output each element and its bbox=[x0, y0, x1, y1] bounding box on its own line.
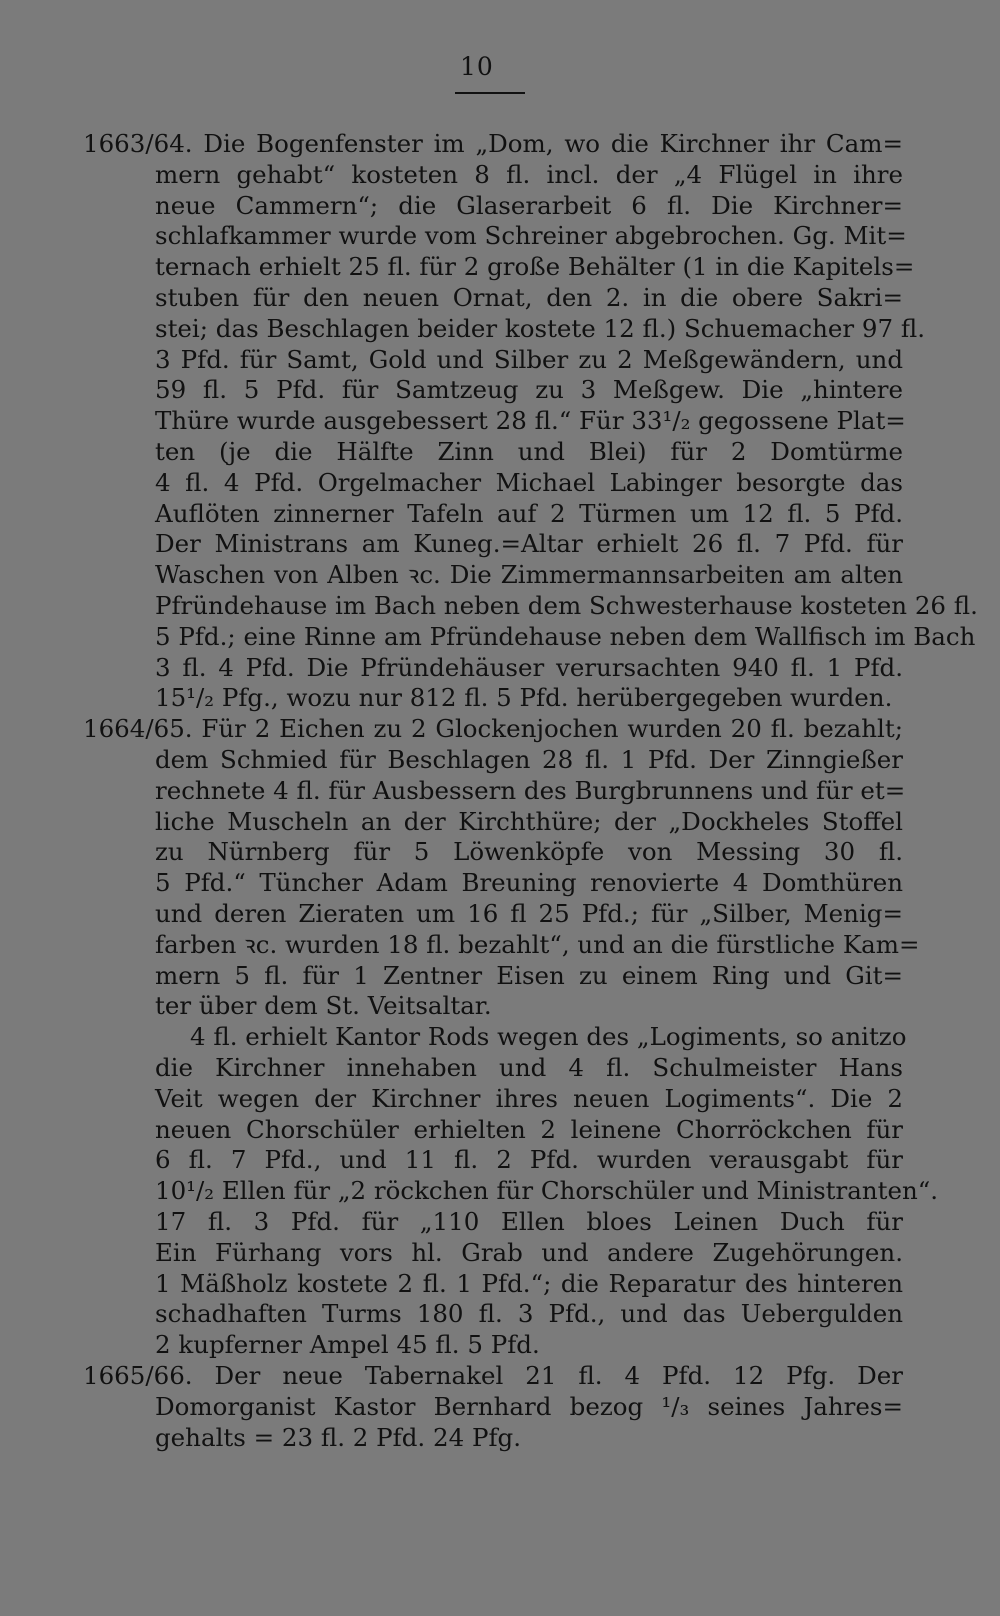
text-line: 1665/66. Der neue Tabernakel 21 fl. 4 Pfd. 12 Pfg. Der bbox=[83, 1361, 903, 1390]
text-line: 15¹/₂ Pfg., wozu nur 812 fl. 5 Pfd. herübergegeben wurden. bbox=[155, 683, 893, 712]
text-line: und deren Zieraten um 16 fl 25 Pfd.; für „Silber, Menig= bbox=[155, 899, 903, 928]
text-line: ten (je die Hälfte Zinn und Blei) für 2 Domtürme bbox=[155, 437, 903, 466]
page-number: 10 bbox=[460, 52, 494, 81]
text-line: stei; das Beschlagen beider kostete 12 fl.) Schuemacher 97 fl. bbox=[155, 314, 925, 343]
text-line: ternach erhielt 25 fl. für 2 große Behälter (1 in die Kapitels= bbox=[155, 252, 915, 281]
text-line: Veit wegen der Kirchner ihres neuen Logiments“. Die 2 bbox=[155, 1084, 903, 1113]
text-line: 6 fl. 7 Pfd., und 11 fl. 2 Pfd. wurden verausgabt für bbox=[155, 1145, 903, 1174]
text-line: schlafkammer wurde vom Schreiner abgebrochen. Gg. Mit= bbox=[155, 221, 907, 250]
text-line: 4 fl. erhielt Kantor Rods wegen des „Logiments, so anitzo bbox=[190, 1022, 907, 1051]
text-line: rechnete 4 fl. für Ausbessern des Burgbrunnens und für et= bbox=[155, 776, 906, 805]
text-line: zu Nürnberg für 5 Löwenköpfe von Messing 30 fl. bbox=[155, 837, 903, 866]
text-line: 17 fl. 3 Pfd. für „110 Ellen bloes Leinen Duch für bbox=[155, 1207, 903, 1236]
text-line: 5 Pfd.“ Tüncher Adam Breuning renovierte 4 Domthüren bbox=[155, 868, 903, 897]
text-line: 59 fl. 5 Pfd. für Samtzeug zu 3 Meßgew. Die „hintere bbox=[155, 375, 903, 404]
text-line: liche Muscheln an der Kirchthüre; der „Dockheles Stoffel bbox=[155, 807, 903, 836]
text-line: 2 kupferner Ampel 45 fl. 5 Pfd. bbox=[155, 1330, 540, 1359]
text-line: die Kirchner innehaben und 4 fl. Schulmeister Hans bbox=[155, 1053, 903, 1082]
text-line: Ein Fürhang vors hl. Grab und andere Zugehörungen. bbox=[155, 1238, 903, 1267]
text-line: 3 fl. 4 Pfd. Die Pfründehäuser verursachten 940 fl. 1 Pfd. bbox=[155, 653, 903, 682]
text-line: schadhaften Turms 180 fl. 3 Pfd., und das Uebergulden bbox=[155, 1299, 903, 1328]
text-line: mern gehabt“ kosteten 8 fl. incl. der „4 Flügel in ihre bbox=[155, 160, 903, 189]
text-line: 1664/65. Für 2 Eichen zu 2 Glockenjochen wurden 20 fl. bezahlt; bbox=[83, 714, 903, 743]
text-line: Domorganist Kastor Bernhard bezog ¹/₃ seines Jahres= bbox=[155, 1392, 903, 1421]
text-line: 1663/64. Die Bogenfenster im „Dom, wo die Kirchner ihr Cam= bbox=[83, 129, 903, 158]
text-line: 10¹/₂ Ellen für „2 röckchen für Chorschüler und Ministranten“. bbox=[155, 1176, 939, 1205]
text-line: gehalts = 23 fl. 2 Pfd. 24 Pfg. bbox=[155, 1423, 521, 1452]
text-line: neue Cammern“; die Glaserarbeit 6 fl. Die Kirchner= bbox=[155, 191, 903, 220]
text-line: 3 Pfd. für Samt, Gold und Silber zu 2 Meßgewändern, und bbox=[155, 345, 903, 374]
text-line: mern 5 fl. für 1 Zentner Eisen zu einem Ring und Git= bbox=[155, 961, 903, 990]
text-line: Waschen von Alben ꝛc. Die Zimmermannsarbeiten am alten bbox=[155, 560, 903, 589]
text-line: stuben für den neuen Ornat, den 2. in die obere Sakri= bbox=[155, 283, 903, 312]
text-line: 4 fl. 4 Pfd. Orgelmacher Michael Labinger besorgte das bbox=[155, 468, 903, 497]
text-line: ter über dem St. Veitsaltar. bbox=[155, 991, 492, 1020]
text-line: dem Schmied für Beschlagen 28 fl. 1 Pfd. Der Zinngießer bbox=[155, 745, 903, 774]
text-line: neuen Chorschüler erhielten 2 leinene Chorröckchen für bbox=[155, 1115, 903, 1144]
text-line: Der Ministrans am Kuneg.=Altar erhielt 26 fl. 7 Pfd. für bbox=[155, 529, 903, 558]
text-line: 5 Pfd.; eine Rinne am Pfründehause neben dem Wallfisch im Bach bbox=[155, 622, 976, 651]
text-line: farben ꝛc. wurden 18 fl. bezahlt“, und an die fürstliche Kam= bbox=[155, 930, 920, 959]
page-number-rule bbox=[455, 92, 525, 94]
text-line: Auflöten zinnerner Tafeln auf 2 Türmen um 12 fl. 5 Pfd. bbox=[155, 499, 903, 528]
text-line: 1 Mäßholz kostete 2 fl. 1 Pfd.“; die Reparatur des hinteren bbox=[155, 1269, 903, 1298]
text-line: Thüre wurde ausgebessert 28 fl.“ Für 33¹/₂ gegossene Plat= bbox=[155, 406, 906, 435]
text-line: Pfründehause im Bach neben dem Schwesterhause kosteten 26 fl. bbox=[155, 591, 978, 620]
